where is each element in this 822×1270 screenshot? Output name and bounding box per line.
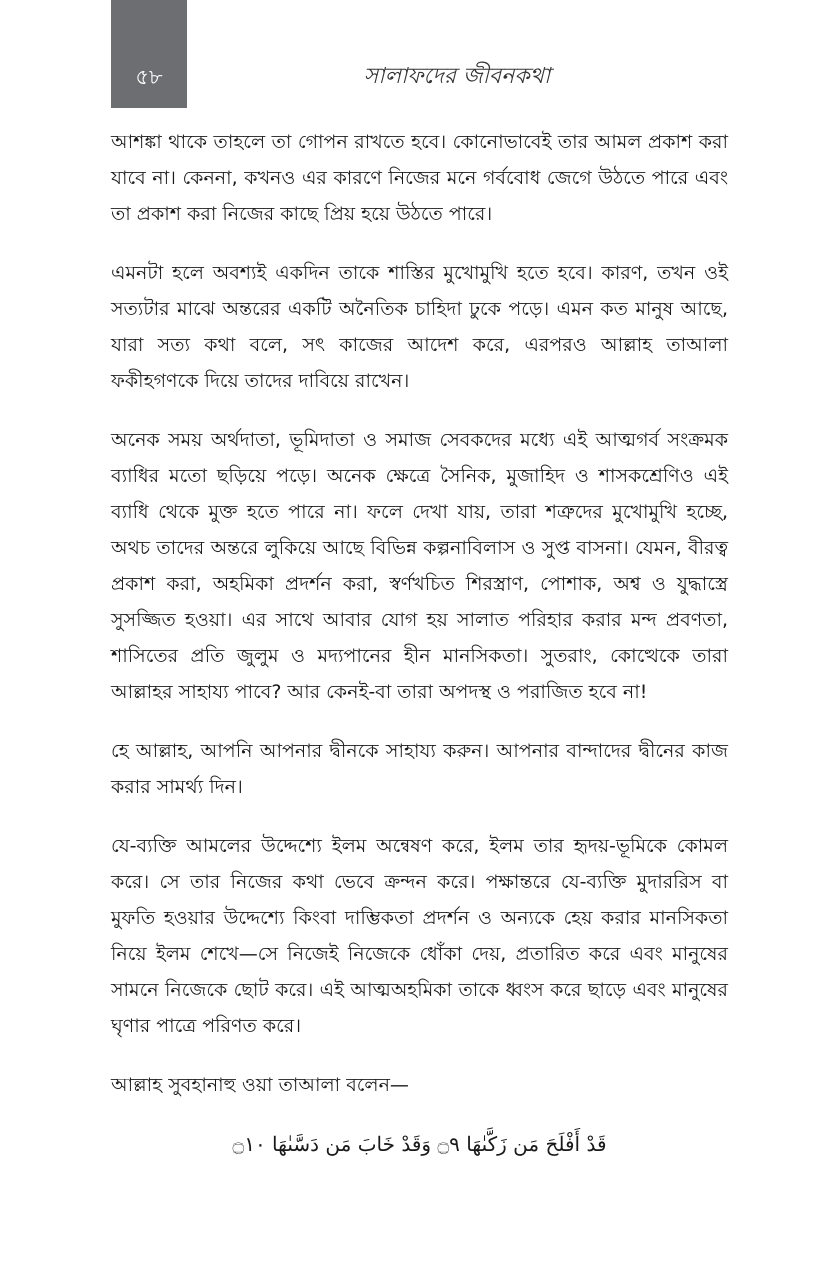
page-number-tab [111, 0, 187, 108]
paragraph-6: আল্লাহ সুবহানাহু ওয়া তাআলা বলেন— [111, 1074, 409, 1096]
page-number: ৫৮ [135, 65, 163, 89]
quran-verse: قَدْ أَفْلَحَ مَن زَكَّىٰهَا ۝٩ وَقَدْ خَابَ مَن دَسَّىٰهَا ۝١٠ [232, 1132, 607, 1156]
paragraph-5: যে-ব্যক্তি আমলের উদ্দেশ্যে ইলম অন্বেষণ করে, ইলম তার হৃদয়-ভূমিকে কোমল করে। সে তার নিজের কথা ভেবে ক্রন্দন করে। পক্ষান্তরে যে-ব্যক্তি মুদাররিস বা মুফতি হওয়ার উদ্দেশ্যে কিংবা দাম্ভিকতা প্রদর্শন ও অন্যকে হেয় করার মানসিকতা নিয়ে ইলম শেখে—সে নিজেই নিজেকে ধোঁকা দেয়, প্রতারিত করে এবং মানুষের সামনে নিজেকে ছোট করে। এই আত্মঅহমিকা তাকে ধ্বংস করে ছাড়ে এবং মানুষের ঘৃণার পাত্রে পরিণত করে। [111, 835, 728, 1037]
paragraph-4: হে আল্লাহ, আপনি আপনার দ্বীনকে সাহায্য করুন। আপনার বান্দাদের দ্বীনের কাজ করার সামর্থ্য দিন। [111, 740, 728, 798]
paragraph-3: অনেক সময় অর্থদাতা, ভূমিদাতা ও সমাজ সেবকদের মধ্যে এই আত্মগর্ব সংক্রমক ব্যাধির মতো ছড়িয়ে পড়ে। অনেক ক্ষেত্রে সৈনিক, মুজাহিদ ও শাসকশ্রেণিও এই ব্যাধি থেকে মুক্ত হতে পারে না। ফলে দেখা যায়, তারা শত্রুদের মুখোমুখি হচ্ছে, অথচ তাদের অন্তরে লুকিয়ে আছে বিভিন্ন কল্পনাবিলাস ও সুপ্ত বাসনা। যেমন, বীরত্ব প্রকাশ করা, অহমিকা প্রদর্শন করা, স্বর্ণখচিত শিরস্ত্রাণ, পোশাক, অশ্ব ও যুদ্ধাস্ত্রে সুসজ্জিত হওয়া। এর সাথে আবার যোগ হয় সালাত পরিহার করার মন্দ প্রবণতা, শাসিতের প্রতি জুলুম ও মদ্যপানের হীন মানসিকতা। সুতরাং, কোত্থেকে তারা আল্লাহর সাহায্য পাবে? আর কেনই-বা তারা অপদস্থ ও পরাজিত হবে না! [111, 429, 728, 703]
paragraph-1: আশঙ্কা থাকে তাহলে তা গোপন রাখতে হবে। কোনোভাবেই তার আমল প্রকাশ করা যাবে না। কেননা, কখনও এর কারণে নিজের মনে গর্ববোধ জেগে উঠতে পারে এবং তা প্রকাশ করা নিজের কাছে প্রিয় হয়ে উঠতে পারে। [111, 131, 728, 225]
body-text [111, 124, 728, 1185]
running-head-title: সালাফদের জীবনকথা [363, 64, 551, 89]
paragraph-2: এমনটা হলে অবশ্যই একদিন তাকে শাস্তির মুখোমুখি হতে হবে। কারণ, তখন ওই সত্যটার মাঝে অন্তরের একটি অনৈতিক চাহিদা ঢুকে পড়ে। এমন কত মানুষ আছে, যারা সত্য কথা বলে, সৎ কাজের আদেশ করে, এরপরও আল্লাহ তাআলা ফকীহগণকে দিয়ে তাদের দাবিয়ে রাখেন। [111, 262, 728, 392]
